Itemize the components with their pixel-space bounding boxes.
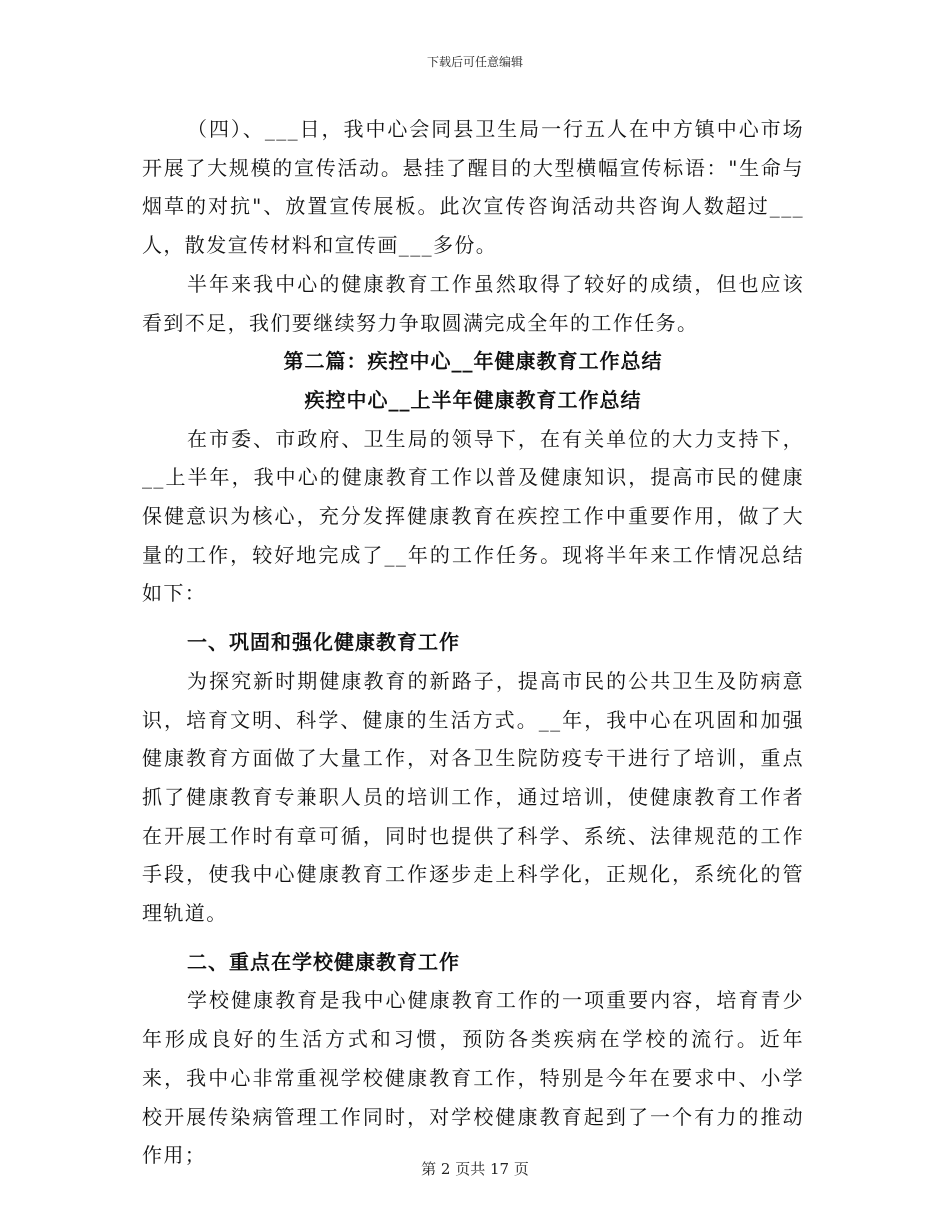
document-title: 疾控中心__上半年健康教育工作总结 <box>304 387 642 412</box>
paragraph-intro: 在市委、市政府、卫生局的领导下，在有关单位的大力支持下，__上半年，我中心的健康教育工作以普及健康知识，提高市民的健康保健意识为核心，充分发挥健康教育在疾控工作中重要作用，做了大量的工作，较好地完成了__年的工作任务。现将半年来工作情况总结如下： <box>142 426 804 606</box>
paragraph-section-1: 为探究新时期健康教育的新路子，提高市民的公共卫生及防病意识，培育文明、科学、健康的生活方式。__年，我中心在巩固和加强健康教育方面做了大量工作，对各卫生院防疫专干进行了培训，重点抓了健康教育专兼职人员的培训工作，通过培训，使健康教育工作者在开展工作时有章可循，同时也提供了科学、系统、法律规范的工作手段，使我中心健康教育工作逐步走上科学化，正规化，系统化的管理轨道。 <box>142 668 804 926</box>
paragraph-section-2: 学校健康教育是我中心健康教育工作的一项重要内容，培育青少年形成良好的生活方式和习惯，预防各类疾病在学校的流行。近年来，我中心非常重视学校健康教育工作，特别是今年在要求中、小学校开展传染病管理工作同时，对学校健康教育起到了一个有力的推动作用； <box>142 988 804 1168</box>
chapter-title: 第二篇：疾控中心__年健康教育工作总结 <box>283 349 663 374</box>
document-body <box>142 110 804 1175</box>
page-footer: 第 2 页共 17 页 <box>421 1160 529 1178</box>
paragraph-event: （四）、___日，我中心会同县卫生局一行五人在中方镇中心市场开展了大规模的宣传活动。悬挂了醒目的大型横幅宣传标语："生命与烟草的对抗"、放置宣传展板。此次宣传咨询活动共咨询人数超过___人，散发宣传材料和宣传画___多份。 <box>142 117 804 258</box>
paragraph-summary: 半年来我中心的健康教育工作虽然取得了较好的成绩，但也应该看到不足，我们要继续努力争取圆满完成全年的工作任务。 <box>142 271 804 335</box>
section-heading-2: 二、重点在学校健康教育工作 <box>187 949 460 974</box>
page-header: 下载后可任意编辑 <box>426 55 523 69</box>
section-heading-1: 一、巩固和强化健康教育工作 <box>187 630 460 655</box>
